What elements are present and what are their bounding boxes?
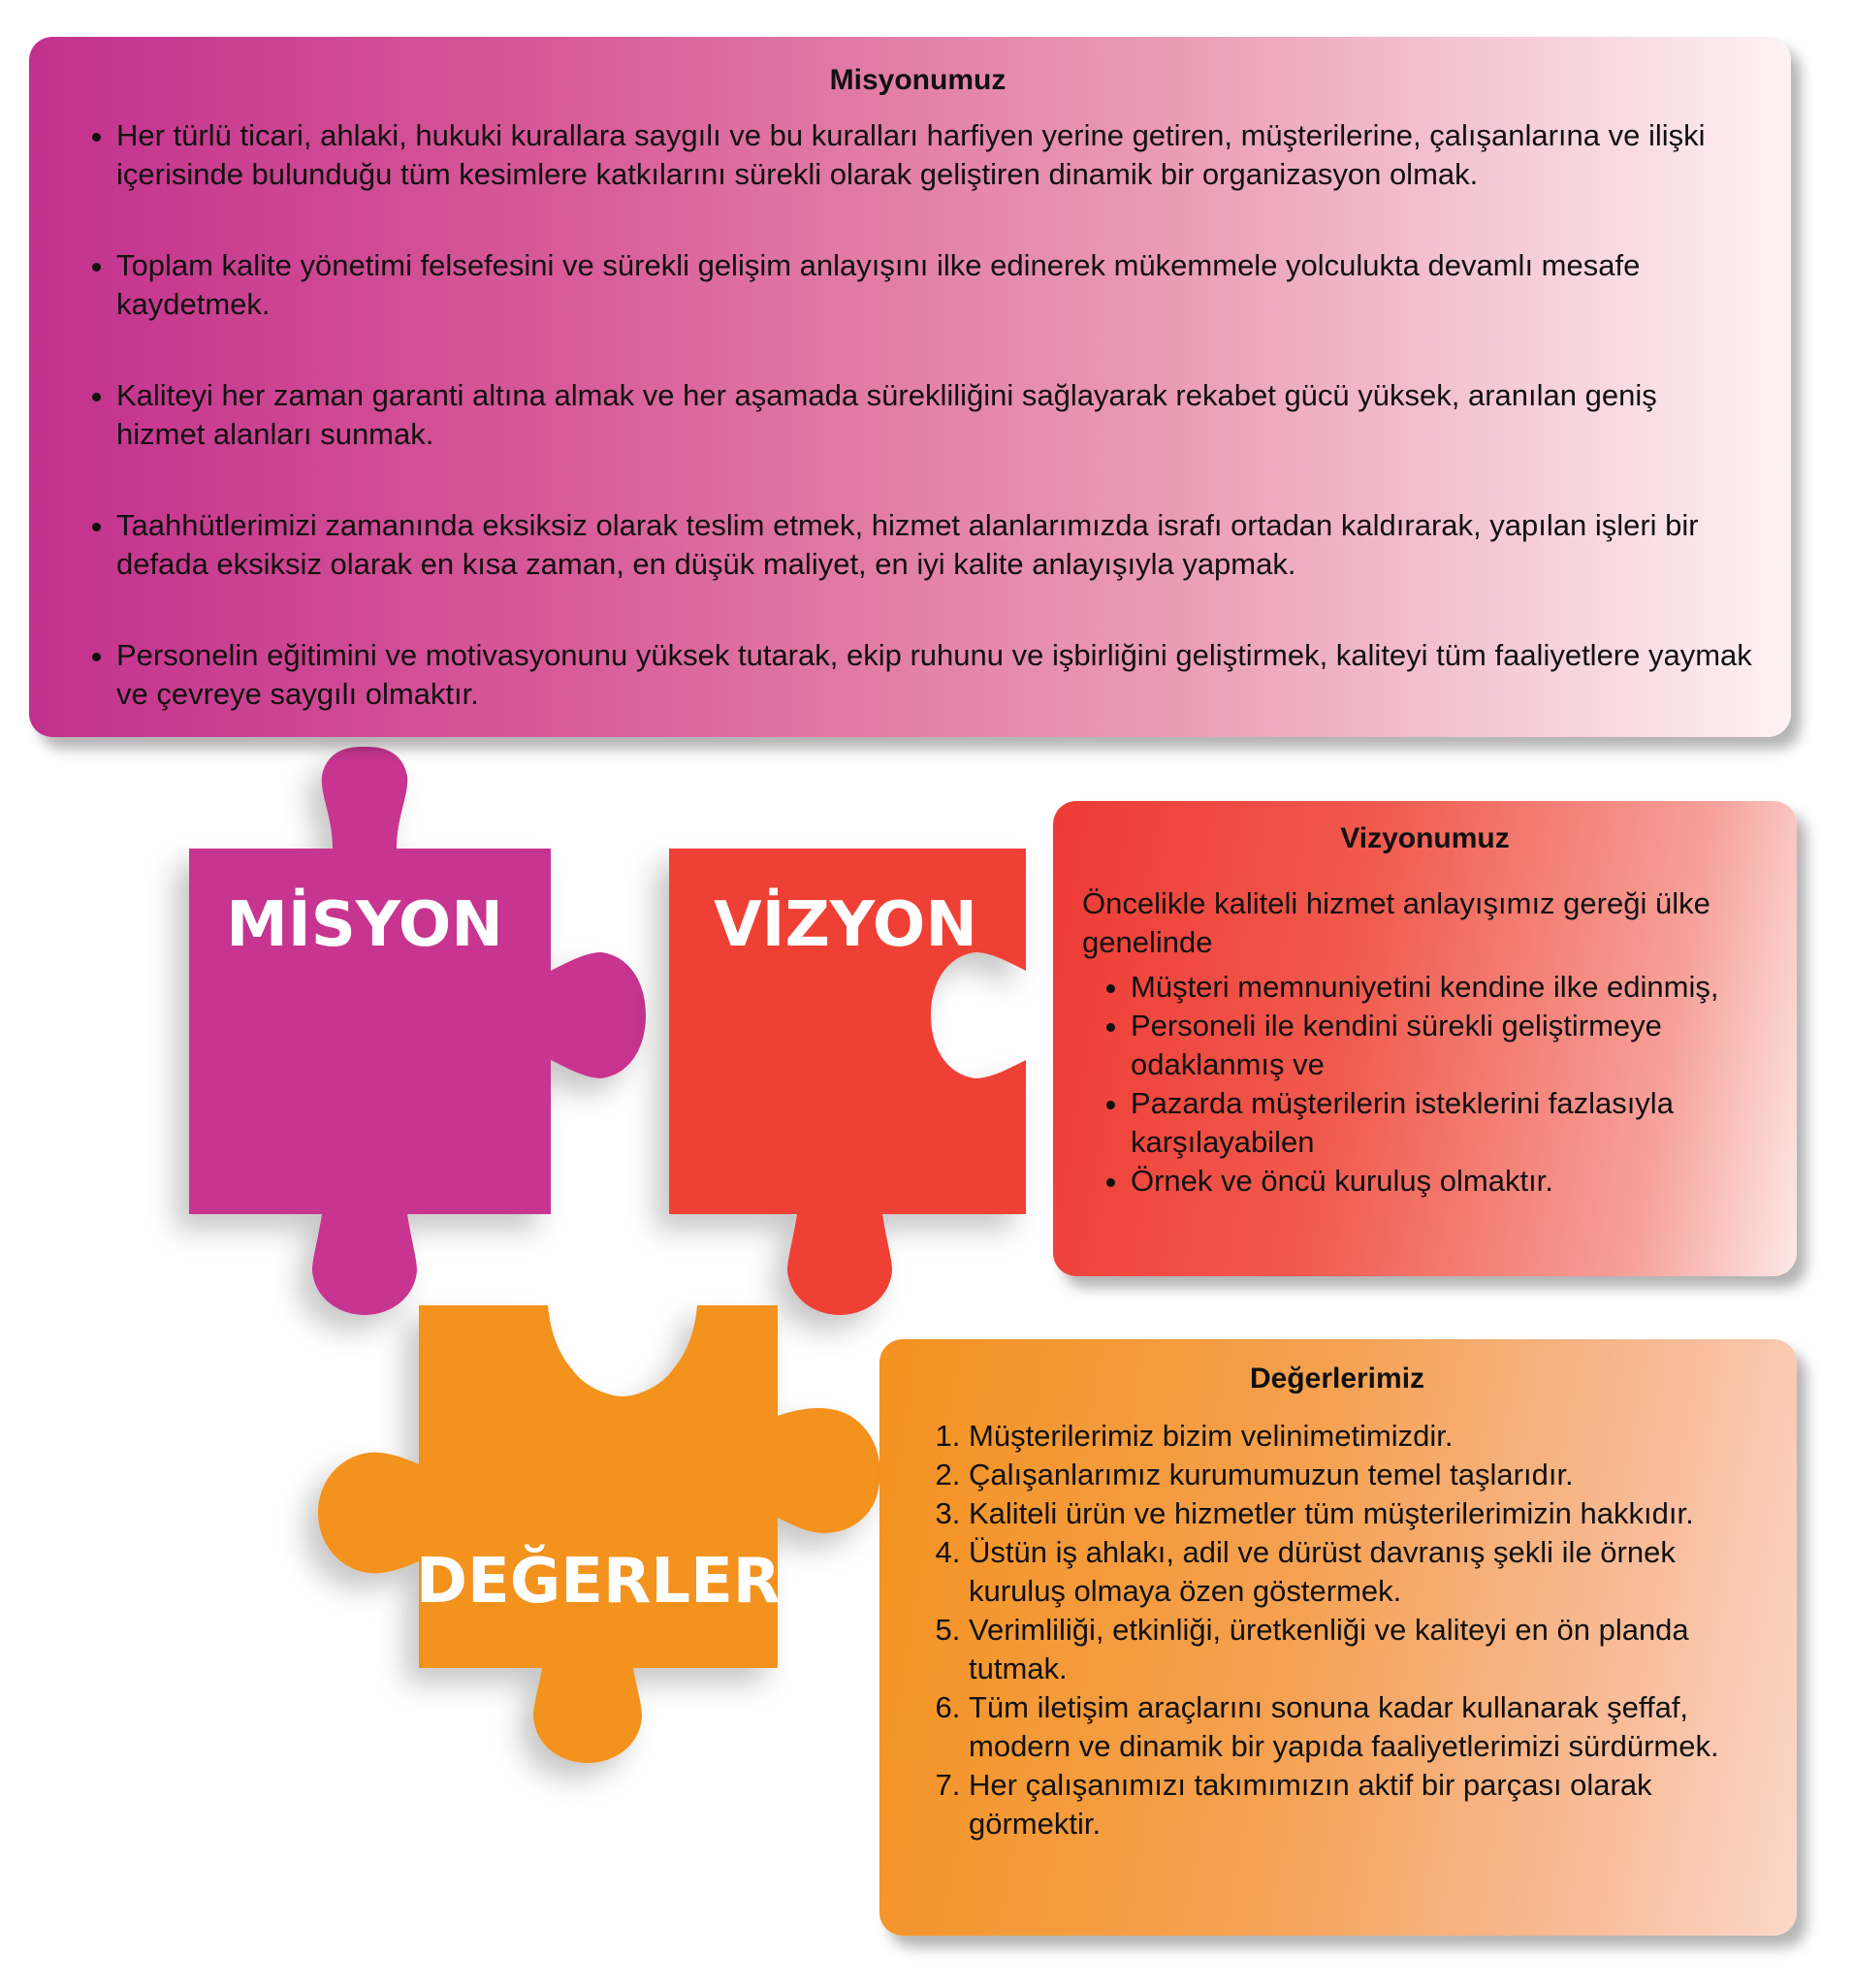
list-item: 1. Müşterilerimiz bizim velinimetimizdir.: [969, 1417, 1768, 1456]
degerler-puzzle-piece: [318, 1305, 880, 1763]
misyon-label: MİSYON: [226, 889, 503, 961]
list-item: 3. Kaliteli ürün ve hizmetler tüm müşterilerimizin hakkıdır.: [969, 1494, 1768, 1533]
list-item: 6. Tüm iletişim araçlarını sonuna kadar kullanarak şeffaf, modern ve dinamik bir yapıda faaliyetlerimizi sürdürmek.: [969, 1688, 1768, 1766]
mission-title: Misyonumuz: [829, 64, 1007, 96]
list-item: • Taahhütlerimizi zamanında eksiksiz olarak teslim etmek, hizmet alanlarımızda israfı ortadan kaldırarak, yapılan işleri bir defada eksiksiz olarak en kısa zaman, en düşük maliyet, en iyi kalite anlayışıyla yapmak.: [116, 506, 1752, 584]
list-item: • Toplam kalite yönetimi felsefesini ve sürekli gelişim anlayışını ilke edinerek mükemmele yolculukta devamlı mesafe kaydetmek.: [116, 246, 1752, 324]
list-item: • Personelin eğitimini ve motivasyonunu yüksek tutarak, ekip ruhunu ve işbirliğini geliştirmek, kaliteyi tüm faaliyetlere yaymak ve çevreye saygılı olmaktır.: [116, 636, 1752, 714]
degerler-label: DEĞERLER: [415, 1546, 782, 1618]
vision-card: [1053, 801, 1797, 1276]
vision-title: Vizyonumuz: [1340, 822, 1510, 854]
list-item: • Personeli ile kendini sürekli geliştirmeye odaklanmış ve: [1131, 1007, 1768, 1084]
list-item: • Müşteri memnuniyetini kendine ilke edinmiş,: [1131, 968, 1768, 1007]
values-list: [907, 1417, 1768, 1844]
list-item: 5. Verimliliği, etkinliği, üretkenliği ve kaliteyi en ön planda tutmak.: [969, 1611, 1768, 1688]
list-item: 4. Üstün iş ahlakı, adil ve dürüst davranış şekli ile örnek kuruluş olmaya özen göstermek.: [969, 1533, 1768, 1611]
values-card: [879, 1339, 1797, 1936]
mission-card: [29, 37, 1791, 737]
vision-list: [1082, 968, 1768, 1201]
list-item: • Pazarda müşterilerin isteklerini fazlasıyla karşılayabilen: [1131, 1084, 1768, 1162]
mission-list: [83, 116, 1752, 714]
list-item: 2. Çalışanlarımız kurumumuzun temel taşlarıdır.: [969, 1456, 1768, 1494]
vizyon-label: VİZYON: [714, 889, 977, 961]
vision-intro: Öncelikle kaliteli hizmet anlayışımız gereği ülke genelinde: [1082, 886, 1710, 959]
values-title: Değerlerimiz: [1249, 1363, 1425, 1395]
list-item: • Her türlü ticari, ahlaki, hukuki kurallara saygılı ve bu kuralları harfiyen yerine getiren, müşterilerine, çalışanlarına ve ilişki içerisinde bulunduğu tüm kesimlere katkılarını sürekli olarak geliştiren dinamik bir organizasyon olmak.: [116, 116, 1752, 194]
list-item: 7. Her çalışanımızı takımımızın aktif bir parçası olarak görmektir.: [969, 1766, 1768, 1844]
misyon-puzzle-piece: [189, 747, 646, 1315]
list-item: • Örnek ve öncü kuruluş olmaktır.: [1131, 1162, 1768, 1201]
list-item: • Kaliteyi her zaman garanti altına almak ve her aşamada sürekliliğini sağlayarak rekabet gücü yüksek, aranılan geniş hizmet alanları sunmak.: [116, 376, 1752, 454]
